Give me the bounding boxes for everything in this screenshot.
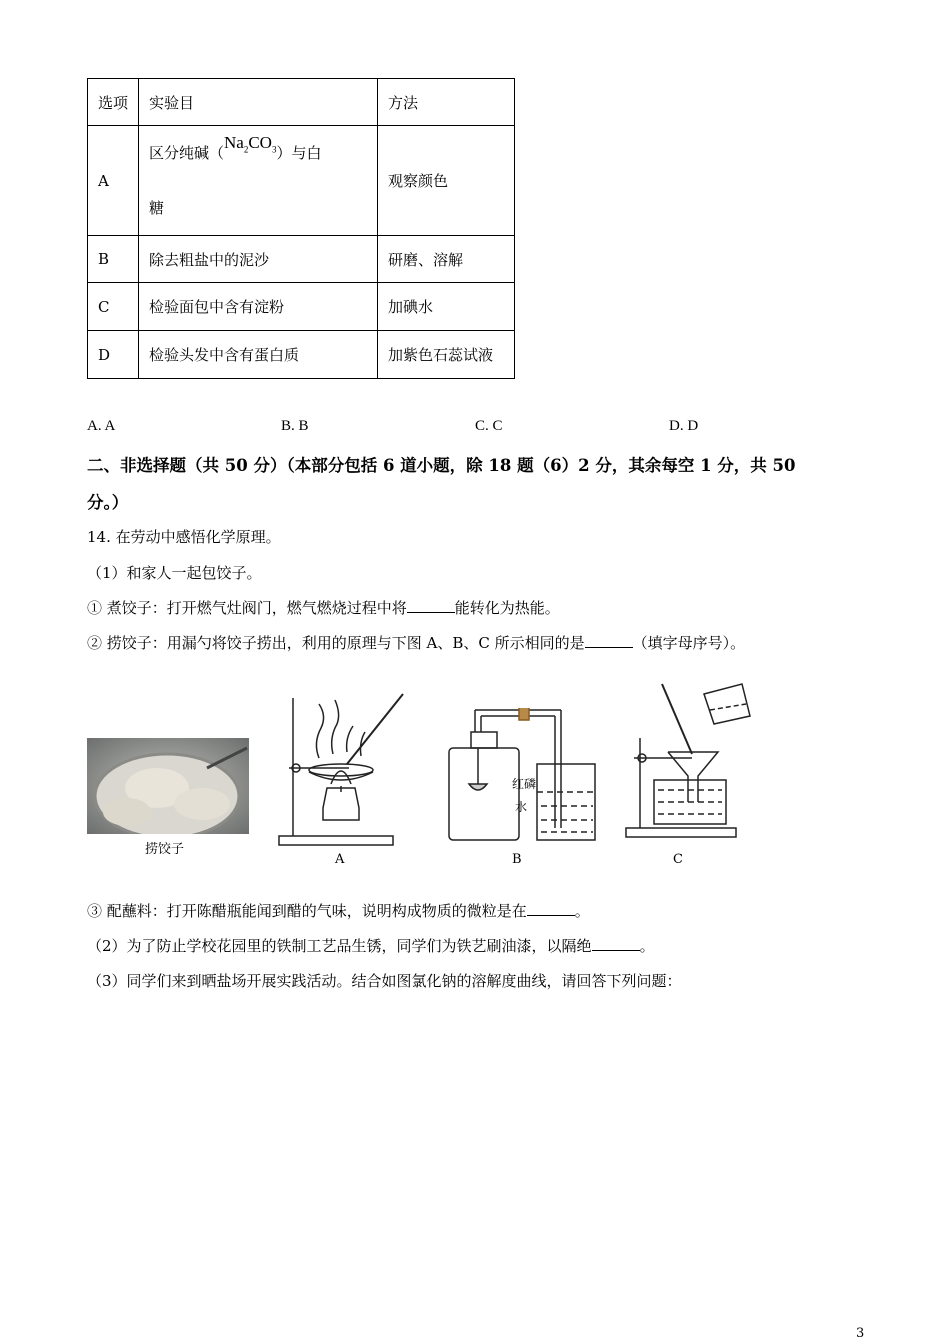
answer-blank[interactable] — [527, 901, 575, 916]
table-row — [88, 236, 515, 283]
part-3: （3）同学们来到晒盐场开展实践活动。结合如图氯化钠的溶解度曲线，请回答下列问题： — [87, 972, 682, 990]
section-heading-line2: 分。） — [87, 493, 129, 512]
row-option: D — [88, 331, 139, 379]
step-3: ③ 配蘸料：打开陈醋瓶能闻到醋的气味，说明构成物质的微粒是在 。 — [87, 902, 590, 920]
row-purpose: 除去粗盐中的泥沙 — [139, 236, 378, 283]
question-title: 14. 在劳动中感悟化学原理。 — [87, 528, 281, 546]
section-heading-line1: 二、非选择题（共 50 分）（本部分包括 6 道小题，除 18 题（6）2 分，其余每空 1 分，共 50 — [87, 456, 796, 475]
row-option: C — [88, 283, 139, 331]
table-header-row — [88, 79, 515, 126]
part-1: （1）和家人一起包饺子。 — [87, 564, 262, 582]
water-label: 水 — [515, 800, 528, 814]
choice-a[interactable]: A. A — [87, 418, 116, 434]
label-a: A — [335, 852, 345, 867]
table-row — [88, 331, 515, 379]
label-c: C — [673, 852, 683, 867]
answer-blank[interactable] — [585, 633, 633, 648]
answer-blank[interactable] — [592, 936, 640, 951]
dumpling-photo — [87, 738, 249, 834]
row-method: 加紫色石蕊试液 — [378, 331, 515, 379]
row-option: A — [88, 126, 139, 236]
page-number: 3 — [856, 1326, 865, 1341]
header-method: 方法 — [378, 79, 515, 126]
row-method: 加碘水 — [378, 283, 515, 331]
apparatus-c — [622, 680, 772, 845]
row-method: 观察颜色 — [378, 126, 515, 236]
header-option: 选项 — [88, 79, 139, 126]
apparatus-a — [275, 688, 415, 853]
label-b: B — [512, 852, 522, 867]
choice-b[interactable]: B. B — [281, 418, 309, 434]
chemical-formula: $Na_2CO_3$ — [224, 133, 277, 155]
experiment-figure — [87, 680, 767, 875]
part-2: （2）为了防止学校花园里的铁制工艺品生锈，同学们为铁艺刷油漆，以隔绝 。 — [87, 937, 655, 955]
row-purpose: 区分纯碱$(Na_2CO_3)$与白 糖 — [139, 126, 378, 236]
step-1: ① 煮饺子：打开燃气灶阀门，燃气燃烧过程中将 能转化为热能。 — [87, 599, 560, 617]
step-2: ② 捞饺子：用漏勺将饺子捞出，利用的原理与下图 A、B、C 所示相同的是 （填字母序号）。 — [87, 634, 746, 652]
table-row — [88, 126, 515, 236]
row-purpose: 检验头发中含有蛋白质 — [139, 331, 378, 379]
row-option: B — [88, 236, 139, 283]
header-purpose: 实验目 — [139, 79, 378, 126]
row-method: 研磨、溶解 — [378, 236, 515, 283]
row-purpose: 检验面包中含有淀粉 — [139, 283, 378, 331]
options-table — [87, 78, 515, 379]
choice-d[interactable]: D. D — [669, 418, 699, 434]
red-phosphorus-label: 红磷 — [512, 777, 537, 791]
choice-c[interactable]: C. C — [475, 418, 503, 434]
table-row — [88, 283, 515, 331]
answer-blank[interactable] — [407, 598, 455, 613]
photo-caption: 捞饺子 — [145, 842, 185, 857]
